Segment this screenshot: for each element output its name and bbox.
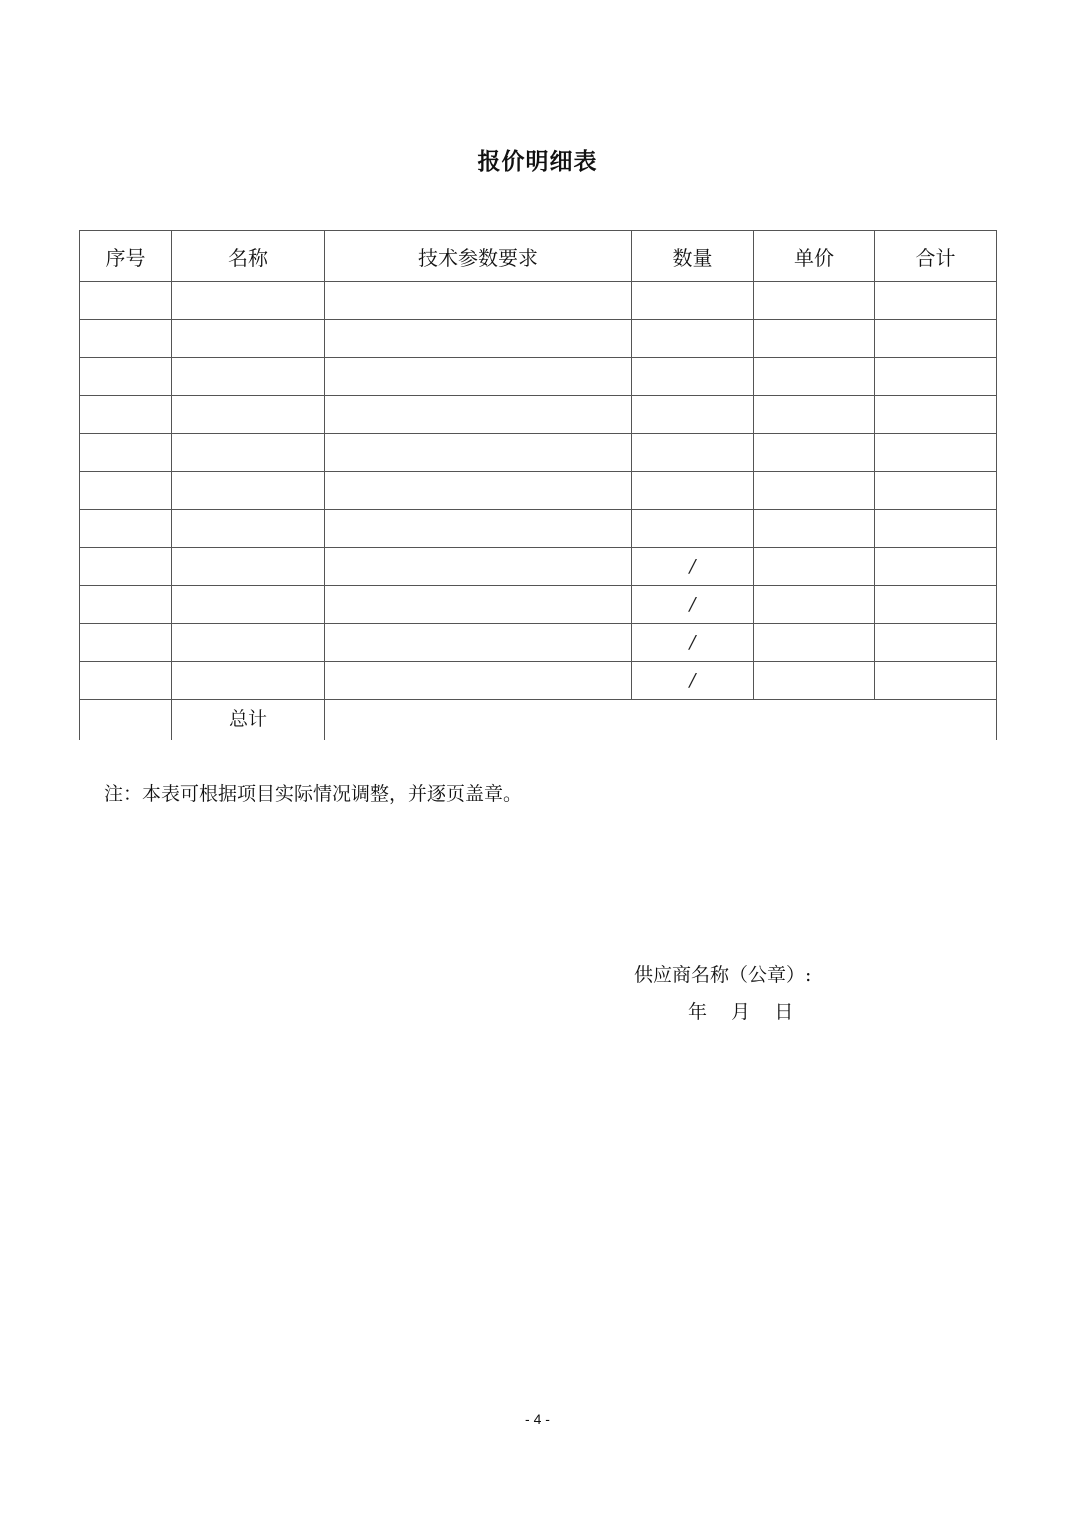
name-cell[interactable] [172, 320, 325, 358]
serial-cell[interactable] [80, 472, 172, 510]
table-row [80, 282, 997, 320]
unit-price-cell[interactable] [754, 472, 875, 510]
name-cell[interactable] [172, 548, 325, 586]
serial-cell[interactable] [80, 434, 172, 472]
table-row [80, 472, 997, 510]
requirements-cell[interactable] [325, 624, 632, 662]
quantity-cell[interactable] [632, 320, 754, 358]
requirements-cell[interactable] [325, 320, 632, 358]
page-title: 报价明细表 [477, 149, 598, 175]
requirements-cell[interactable] [325, 472, 632, 510]
unit-price-cell[interactable] [754, 434, 875, 472]
name-cell[interactable] [172, 396, 325, 434]
quote-detail-table [79, 230, 997, 740]
total-serial-cell[interactable] [80, 700, 172, 741]
quantity-cell[interactable] [632, 396, 754, 434]
name-cell[interactable] [172, 624, 325, 662]
total-row [80, 700, 997, 741]
name-cell[interactable] [172, 662, 325, 700]
quantity-cell[interactable] [632, 434, 754, 472]
unit-price-cell[interactable] [754, 282, 875, 320]
unit-price-cell[interactable] [754, 358, 875, 396]
serial-cell[interactable] [80, 586, 172, 624]
subtotal-cell[interactable] [875, 624, 997, 662]
quantity-cell[interactable] [632, 472, 754, 510]
header-name: 名称 [172, 231, 325, 282]
unit-price-cell[interactable] [754, 662, 875, 700]
subtotal-cell[interactable] [875, 472, 997, 510]
requirements-cell[interactable] [325, 662, 632, 700]
quantity-cell[interactable] [632, 624, 754, 662]
subtotal-cell[interactable] [875, 510, 997, 548]
serial-cell[interactable] [80, 662, 172, 700]
quantity-slash-mark: / [689, 594, 696, 615]
name-cell[interactable] [172, 510, 325, 548]
table-row [80, 624, 997, 662]
name-cell[interactable] [172, 586, 325, 624]
unit-price-cell[interactable] [754, 586, 875, 624]
header-quantity: 数量 [632, 231, 754, 282]
requirements-cell[interactable] [325, 510, 632, 548]
unit-price-cell[interactable] [754, 510, 875, 548]
requirements-cell[interactable] [325, 434, 632, 472]
table-row [80, 548, 997, 586]
quantity-slash-mark: / [689, 556, 696, 577]
table-note: 注：本表可根据项目实际情况调整，并逐页盖章。 [104, 783, 523, 805]
requirements-cell[interactable] [325, 548, 632, 586]
page-number: - 4 - [525, 1411, 550, 1427]
quantity-cell[interactable] [632, 662, 754, 700]
quantity-cell[interactable] [632, 548, 754, 586]
header-technical-requirements: 技术参数要求 [325, 231, 632, 282]
table-row [80, 586, 997, 624]
table-row [80, 358, 997, 396]
subtotal-cell[interactable] [875, 320, 997, 358]
header-serial-number: 序号 [80, 231, 172, 282]
subtotal-cell[interactable] [875, 586, 997, 624]
name-cell[interactable] [172, 434, 325, 472]
table-header-row [80, 231, 997, 282]
requirements-cell[interactable] [325, 358, 632, 396]
name-cell[interactable] [172, 282, 325, 320]
requirements-cell[interactable] [325, 586, 632, 624]
table-row [80, 510, 997, 548]
subtotal-cell[interactable] [875, 358, 997, 396]
requirements-cell[interactable] [325, 396, 632, 434]
supplier-seal-label: 供应商名称（公章）: [634, 964, 812, 986]
subtotal-cell[interactable] [875, 662, 997, 700]
table-row [80, 396, 997, 434]
unit-price-cell[interactable] [754, 548, 875, 586]
serial-cell[interactable] [80, 510, 172, 548]
total-amount-cell[interactable] [325, 700, 997, 741]
table-row [80, 320, 997, 358]
name-cell[interactable] [172, 472, 325, 510]
subtotal-cell[interactable] [875, 282, 997, 320]
header-subtotal: 合计 [875, 231, 997, 282]
unit-price-cell[interactable] [754, 320, 875, 358]
quantity-cell[interactable] [632, 282, 754, 320]
header-unit-price: 单价 [754, 231, 875, 282]
serial-cell[interactable] [80, 358, 172, 396]
unit-price-cell[interactable] [754, 624, 875, 662]
subtotal-cell[interactable] [875, 396, 997, 434]
serial-cell[interactable] [80, 548, 172, 586]
quantity-slash-mark: / [689, 632, 696, 653]
requirements-cell[interactable] [325, 282, 632, 320]
unit-price-cell[interactable] [754, 396, 875, 434]
serial-cell[interactable] [80, 282, 172, 320]
name-cell[interactable] [172, 358, 325, 396]
quantity-slash-mark: / [689, 670, 696, 691]
serial-cell[interactable] [80, 624, 172, 662]
quantity-cell[interactable] [632, 586, 754, 624]
serial-cell[interactable] [80, 320, 172, 358]
date-line: 年 月 日 [688, 1001, 794, 1023]
total-label: 总计 [172, 700, 325, 741]
table-row [80, 434, 997, 472]
quantity-cell[interactable] [632, 510, 754, 548]
subtotal-cell[interactable] [875, 434, 997, 472]
serial-cell[interactable] [80, 396, 172, 434]
table-row [80, 662, 997, 700]
quantity-cell[interactable] [632, 358, 754, 396]
subtotal-cell[interactable] [875, 548, 997, 586]
